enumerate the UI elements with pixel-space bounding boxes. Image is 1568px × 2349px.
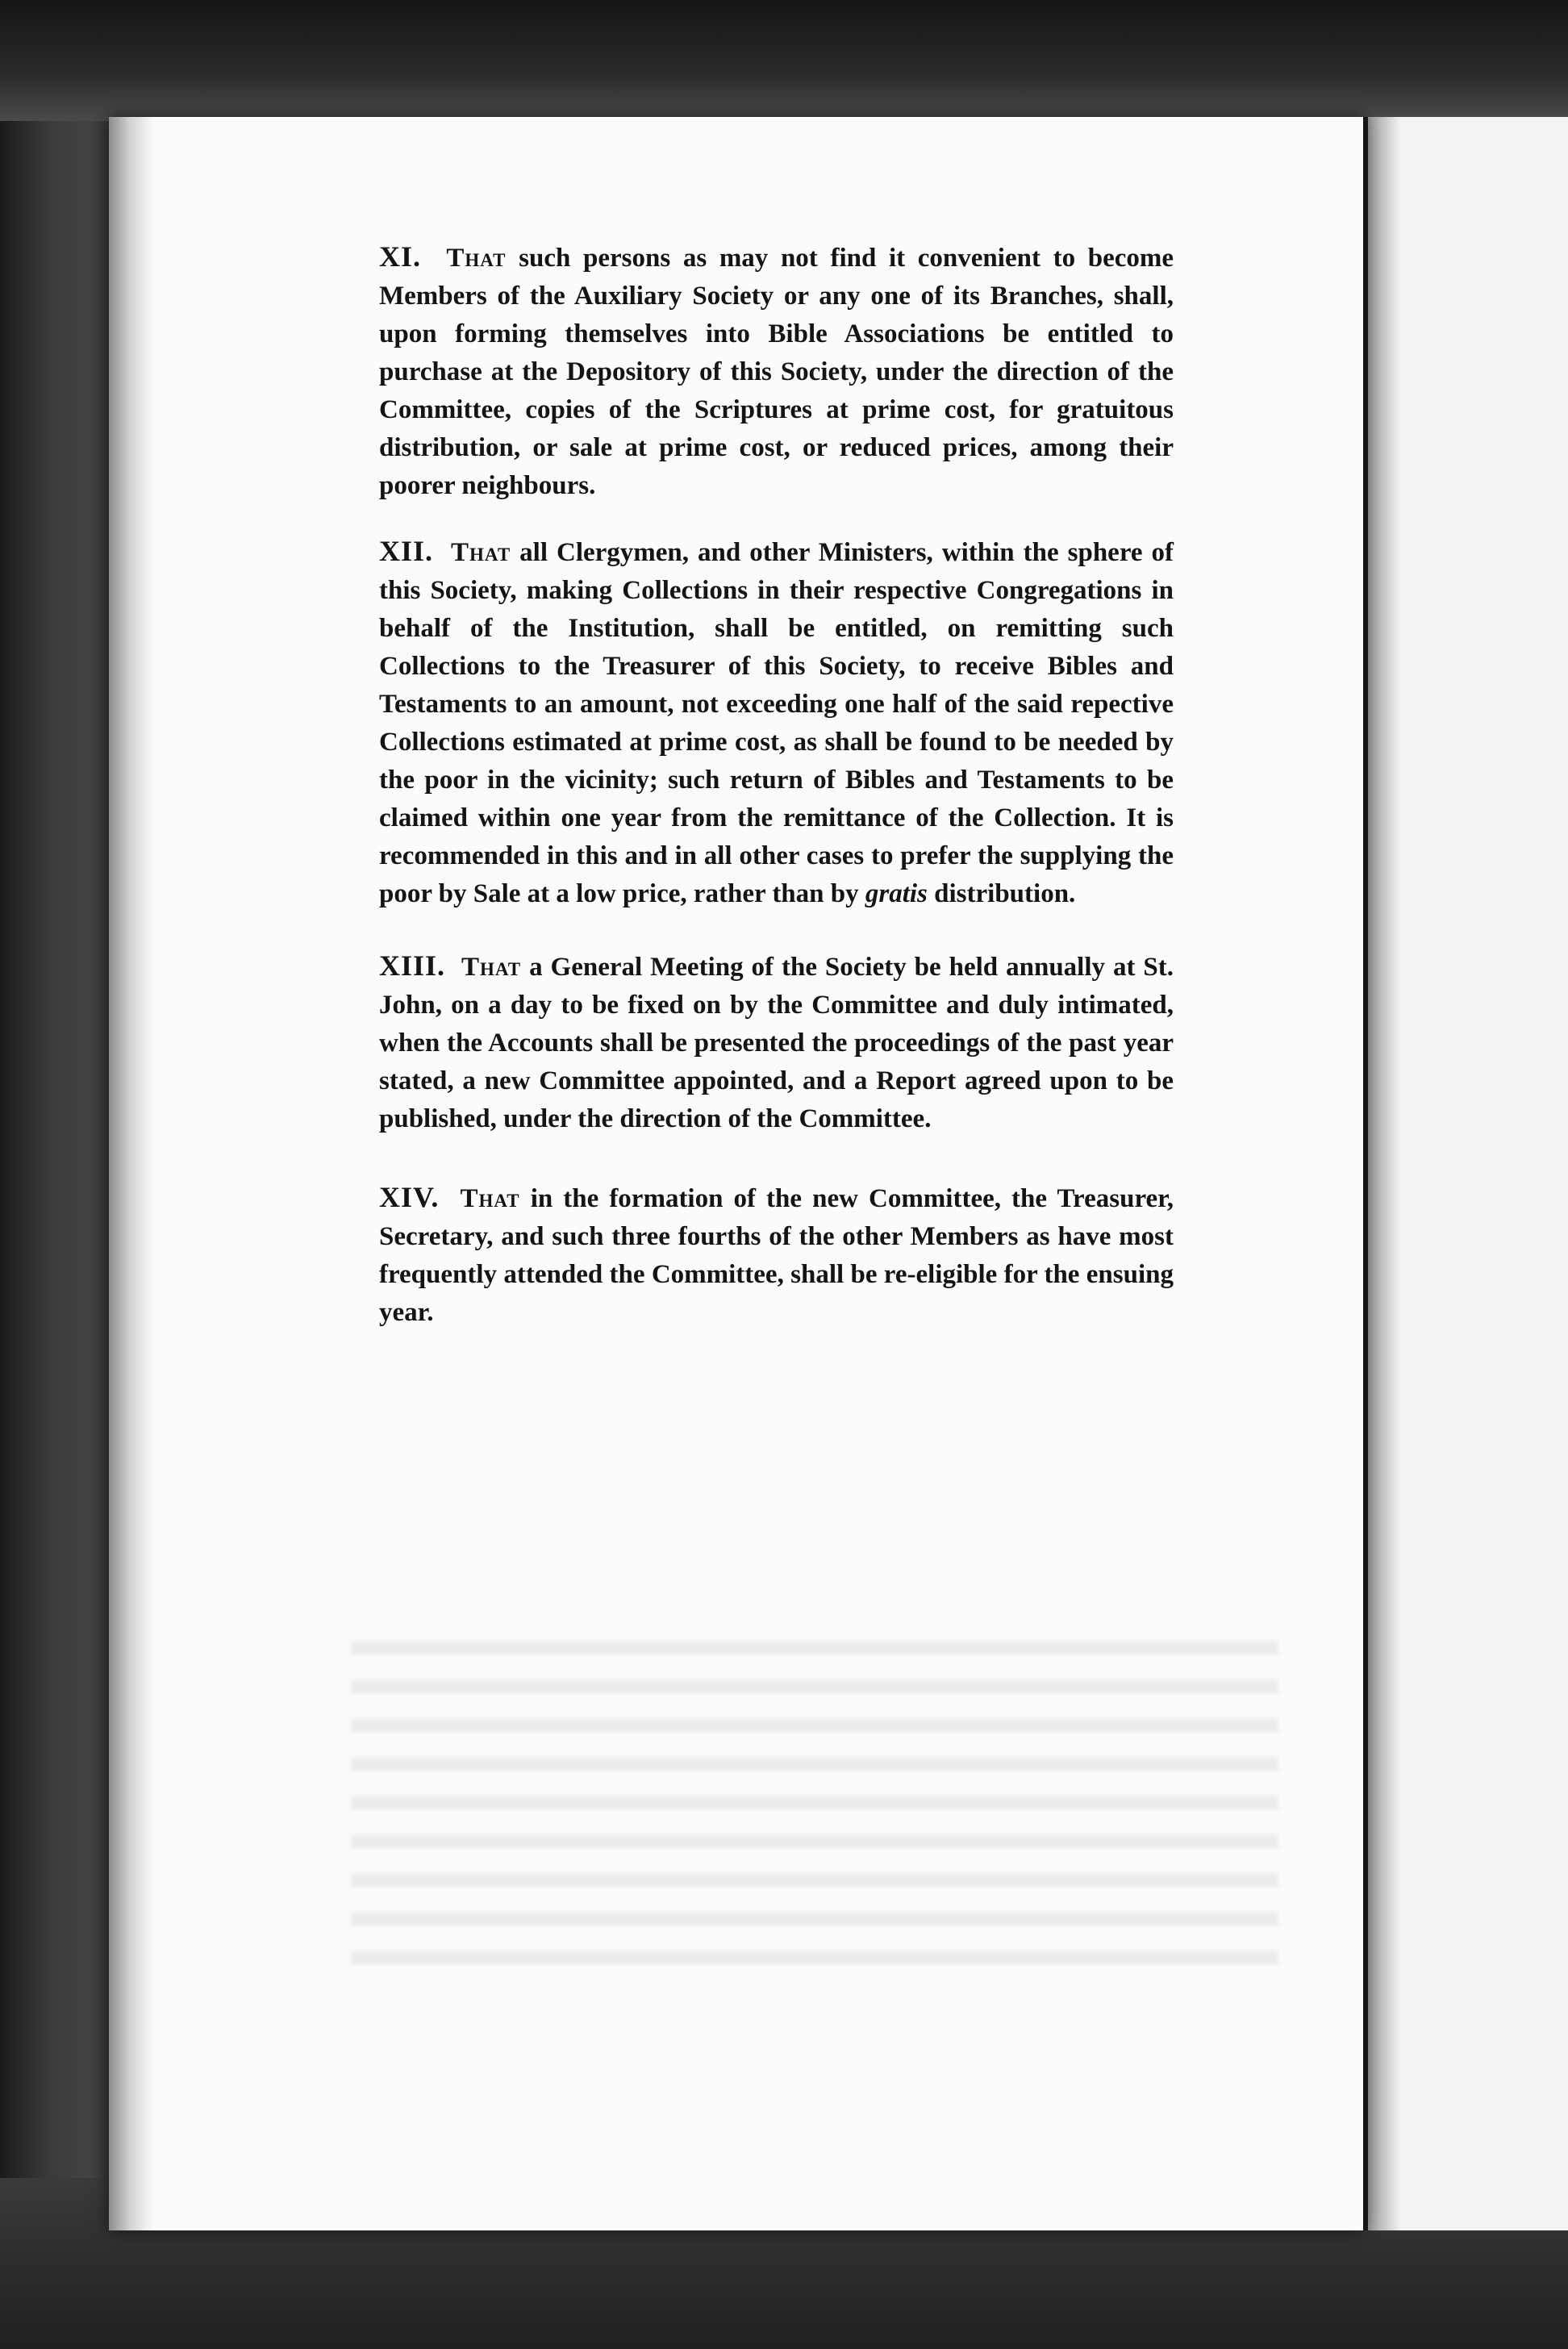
paragraph-number: XII.: [379, 535, 434, 567]
paragraph-body: such persons as may not find it convenient to become Members of the Auxiliary Society or any one of its Branches, shall, upon forming themselves into Bible Associations be entitled to purchase at the Depository of this Society, under the direction of the Committee, copies of the Scriptures at prime cost, for gratuitous distribution, or sale at prime cost, or reduced prices, among their poorer neighbours.: [379, 244, 1174, 500]
paragraph-tail: distribution.: [934, 879, 1076, 908]
paragraph-lead: That: [446, 244, 507, 273]
page-gutter-shadow: [109, 117, 153, 2230]
paragraph-lead: That: [460, 1184, 520, 1213]
paragraph-number: XIV.: [379, 1181, 440, 1213]
paragraph-xiii: [379, 947, 1174, 1138]
paragraph-xii: [379, 532, 1174, 913]
paragraph-body: a General Meeting of the Society be held annually at St. John, on a day to be fixed on by the Committee and duly intimated, when the Accounts shall be presented the proceedings of the past year stated, a new Committee appointed, and a Report agreed upon to be published, under the direction of the Committee.: [379, 953, 1174, 1133]
page-text: [379, 238, 1174, 1359]
paragraph-body: all Clergymen, and other Ministers, within the sphere of this Society, making Collections in their respective Congregations in behalf of the Institution, shall be entitled, on remitting such Collections to the Treasurer of this Society, to receive Bibles and Testaments to an amount, not exceeding one half of the said repective Collections estimated at prime cost, as shall be found to be needed by the poor in the vicinity; such return of Bibles and Testaments to be claimed within one year from the remittance of the Collection. It is recommended in this and in all other cases to prefer the supplying the poor by Sale at a low price, rather than by: [379, 538, 1174, 908]
paragraph-number: XIII.: [379, 949, 446, 982]
scan-top-edge: [0, 0, 1568, 121]
paragraph-xiv: [379, 1179, 1174, 1332]
paragraph-xi: [379, 238, 1174, 505]
facing-page-shadow: [1368, 117, 1400, 2230]
paragraph-number: XI.: [379, 240, 422, 273]
paragraph-lead: That: [451, 538, 511, 567]
paragraph-lead: That: [461, 953, 522, 982]
paragraph-italic-word: gratis: [865, 879, 928, 908]
facing-page-edge: [1363, 117, 1568, 2230]
paragraph-body: in the formation of the new Committee, the Treasurer, Secretary, and such three fourths of the other Members as have most frequently attended the Committee, shall be re-eligible for the ensuing year.: [379, 1184, 1174, 1327]
show-through-text: [351, 1617, 1278, 1980]
